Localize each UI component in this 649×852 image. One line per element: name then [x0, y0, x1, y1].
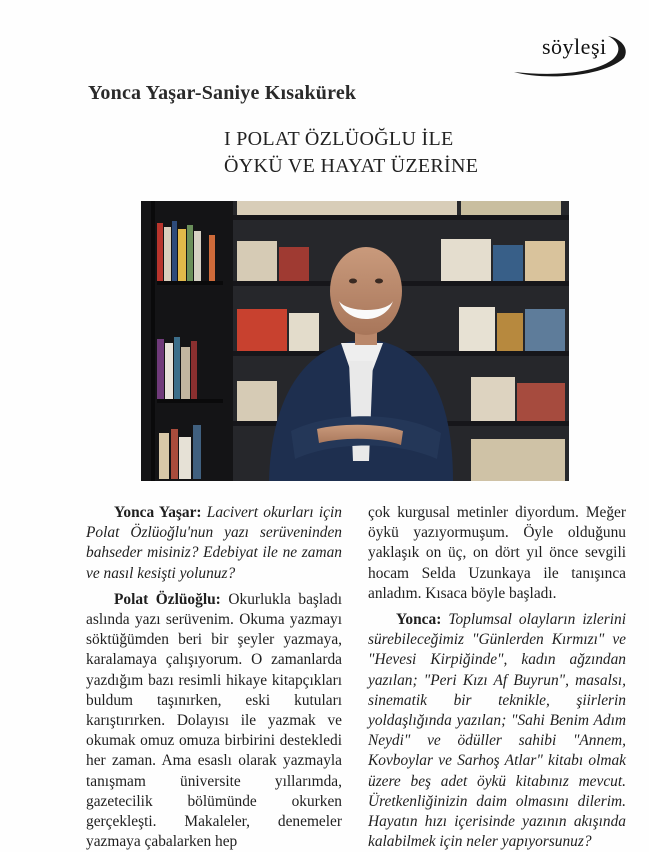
text-column-left — [86, 503, 342, 852]
portrait-photo — [141, 201, 569, 481]
byline: Yonca Yaşar-Saniye Kısakürek — [88, 82, 357, 104]
title-line-2: ÖYKÜ VE HAYAT ÜZERİNE — [224, 155, 479, 177]
speaker-label: Yonca Yaşar: — [114, 504, 202, 521]
question-text: Toplumsal olayların izlerini sürebileceğimiz "Günlerden Kırmızı" ve "Hevesi Kirpiğinde", kadın ağzından yazılan; "Peri Kızı Af Buyrun", masalsı, sinematik bir teknikle, şiirlerin yoldaşlığında yazılan; "Sahi Benim Adım Neydi" ve ödüller sahibi "Annem, Kovboylar ve Sarhoş Atlar" kitabı olmak üzere beş adet öykü kitabınız mevcut. Üretkenliğinizin daim olmasını dilerim. Hayatın hızı içerisinde yazının akışında kalabilmek için neler yapıyorsunuz? — [368, 611, 626, 851]
answer-1-continued: çok kurgusal metinler diyordum. Meğer öykü yazıyormuşum. Öyle olduğunu yaklaşık on üç, on dört yıl önce sevgili hocam Selda Uzunkaya ile tanışınca anladım. Kısaca böyle başladı. — [368, 504, 626, 602]
section-badge — [512, 28, 630, 80]
answer-text: Okurlukla başladı aslında yazı serüvenim. Okuma yazmayı söktüğümden beri bir şeyler yazmaya, karalamaya çalışıyorum. O zamanlarda yazdığım bazı resimli hikaye kitapçıkları buldum taşınırken, eski kutuları karıştırırken. Dolayısı ile yazmak ve okumak omuz omuza birbirini destekledi her zaman. Ama esaslı olarak yazmayla tanışmam üniversite yıllarımda, gazetecilik bölümünde okurken gerçekleşti. Makaleler, denemeler yazmaya çabalarken hep — [86, 590, 342, 851]
answer-1 — [86, 590, 342, 852]
question-1 — [86, 503, 342, 584]
section-label: söyleşi — [542, 34, 607, 59]
question-2 — [368, 610, 626, 852]
speaker-label: Yonca: — [396, 611, 442, 629]
bookshelf-portrait-image — [141, 201, 569, 481]
speaker-label: Polat Özlüoğlu: — [114, 590, 221, 608]
article-title — [224, 126, 478, 180]
question-text: Lacivert okurları için Polat Özlüoğlu'nun yazı serüveninden bahseder misiniz? Edebiyat ile ne zaman ve nasıl kesişti yolunuz? — [86, 504, 342, 582]
title-line-1: I POLAT ÖZLÜOĞLU İLE — [224, 128, 454, 150]
text-column-right — [368, 503, 626, 852]
